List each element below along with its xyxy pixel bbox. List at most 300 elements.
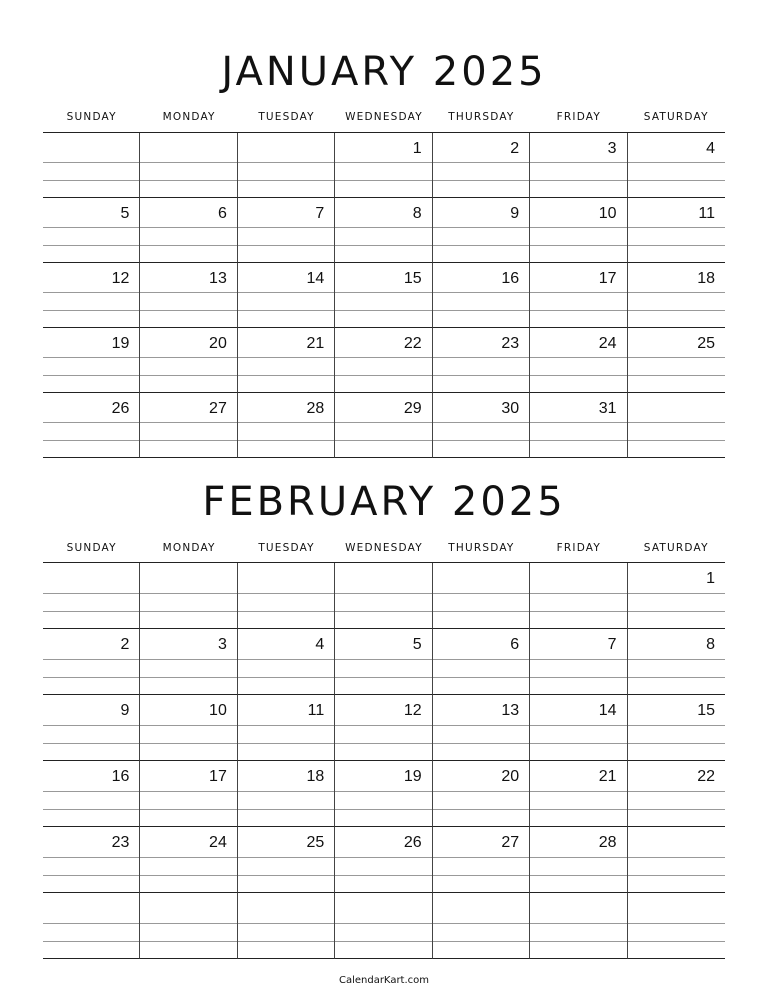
day-cell	[43, 393, 140, 458]
writing-line	[43, 440, 139, 441]
day-number: 16	[111, 768, 130, 785]
writing-line	[140, 923, 236, 924]
writing-line	[628, 245, 725, 246]
writing-line	[335, 875, 431, 876]
day-cell	[433, 263, 530, 328]
day-number: 6	[510, 636, 520, 653]
writing-line	[335, 677, 431, 678]
day-number: 14	[306, 270, 325, 287]
writing-line	[433, 357, 529, 358]
day-cell	[628, 629, 725, 695]
writing-line	[335, 659, 431, 660]
writing-line	[140, 791, 236, 792]
writing-line	[335, 357, 431, 358]
day-cell	[335, 761, 432, 827]
month-title-january: JANUARY 2025	[221, 49, 547, 95]
day-cell	[433, 629, 530, 695]
writing-line	[43, 422, 139, 423]
day-number: 28	[306, 400, 325, 417]
day-cell	[43, 263, 140, 328]
writing-line	[530, 725, 626, 726]
day-number: 7	[607, 636, 617, 653]
day-number: 9	[510, 205, 520, 222]
writing-line	[43, 875, 139, 876]
day-number: 10	[209, 702, 227, 719]
writing-line	[530, 611, 626, 612]
writing-line	[433, 809, 529, 810]
writing-line	[530, 743, 626, 744]
day-number: 21	[306, 335, 325, 352]
writing-line	[628, 162, 725, 163]
writing-line	[238, 310, 334, 311]
day-cell	[140, 198, 237, 263]
day-number: 19	[111, 335, 130, 352]
day-cell	[43, 761, 140, 827]
writing-line	[238, 809, 334, 810]
day-number: 8	[706, 636, 715, 653]
day-cell	[628, 263, 725, 328]
day-cell	[335, 827, 432, 893]
day-cell	[238, 563, 335, 629]
day-number: 11	[698, 205, 715, 222]
writing-line	[238, 941, 334, 942]
day-cell	[530, 198, 627, 263]
day-cell	[140, 133, 237, 198]
day-cell	[433, 328, 530, 393]
writing-line	[433, 659, 529, 660]
writing-line	[238, 227, 334, 228]
day-cell	[140, 761, 237, 827]
day-cell	[530, 133, 627, 198]
day-cell	[43, 629, 140, 695]
day-number: 16	[501, 270, 520, 287]
weekday-label: WEDNESDAY	[345, 111, 423, 123]
writing-line	[140, 422, 236, 423]
weekday-label: MONDAY	[162, 111, 216, 123]
day-cell	[238, 393, 335, 458]
day-number: 25	[306, 834, 325, 851]
day-number: 1	[706, 570, 715, 587]
day-cell	[628, 198, 725, 263]
writing-line	[140, 659, 236, 660]
day-cell	[530, 563, 627, 629]
writing-line	[140, 677, 236, 678]
day-number: 6	[217, 205, 227, 222]
day-number: 2	[510, 140, 520, 157]
writing-line	[530, 941, 626, 942]
day-cell	[335, 263, 432, 328]
weekday-label: SUNDAY	[66, 542, 117, 554]
writing-line	[433, 857, 529, 858]
footer-credit: CalendarKart.com	[338, 975, 430, 986]
day-cell	[140, 893, 237, 959]
writing-line	[628, 857, 725, 858]
writing-line	[238, 422, 334, 423]
writing-line	[238, 440, 334, 441]
writing-line	[530, 875, 626, 876]
writing-line	[140, 593, 236, 594]
writing-line	[628, 292, 725, 293]
day-number: 19	[403, 768, 422, 785]
writing-line	[335, 941, 431, 942]
writing-line	[433, 725, 529, 726]
day-cell	[628, 563, 725, 629]
writing-line	[433, 310, 529, 311]
day-cell	[238, 133, 335, 198]
writing-line	[433, 875, 529, 876]
weekday-label: TUESDAY	[258, 111, 315, 123]
day-number: 2	[120, 636, 130, 653]
writing-line	[140, 357, 236, 358]
writing-line	[433, 941, 529, 942]
day-cell	[628, 761, 725, 827]
day-number: 3	[607, 140, 617, 157]
day-number: 31	[598, 400, 617, 417]
day-number: 20	[209, 335, 227, 352]
weekday-header-row-february	[43, 542, 725, 554]
writing-line	[335, 292, 431, 293]
writing-line	[140, 941, 236, 942]
weekday-label: WEDNESDAY	[345, 542, 423, 554]
day-cell	[530, 827, 627, 893]
day-cell	[628, 893, 725, 959]
day-number: 12	[403, 702, 422, 719]
day-cell	[530, 761, 627, 827]
day-number: 27	[209, 400, 227, 417]
writing-line	[530, 310, 626, 311]
writing-line	[628, 875, 725, 876]
weekday-label: TUESDAY	[258, 542, 315, 554]
day-number: 26	[111, 400, 130, 417]
writing-line	[335, 743, 431, 744]
day-cell	[335, 393, 432, 458]
writing-line	[433, 375, 529, 376]
day-cell	[628, 695, 725, 761]
writing-line	[530, 659, 626, 660]
writing-line	[140, 809, 236, 810]
day-cell	[238, 827, 335, 893]
day-number: 17	[209, 768, 227, 785]
writing-line	[530, 375, 626, 376]
writing-line	[628, 941, 725, 942]
writing-line	[43, 310, 139, 311]
writing-line	[530, 809, 626, 810]
day-number: 17	[598, 270, 617, 287]
writing-line	[140, 875, 236, 876]
writing-line	[43, 593, 139, 594]
day-cell	[335, 133, 432, 198]
writing-line	[530, 422, 626, 423]
writing-line	[628, 725, 725, 726]
writing-line	[433, 923, 529, 924]
writing-line	[433, 743, 529, 744]
day-number: 30	[501, 400, 520, 417]
writing-line	[335, 422, 431, 423]
day-number: 13	[209, 270, 227, 287]
calendar-grid-january	[43, 132, 725, 458]
day-cell	[433, 393, 530, 458]
day-cell	[238, 198, 335, 263]
writing-line	[433, 422, 529, 423]
writing-line	[238, 923, 334, 924]
writing-line	[238, 875, 334, 876]
writing-line	[433, 611, 529, 612]
writing-line	[238, 375, 334, 376]
writing-line	[43, 375, 139, 376]
day-number: 4	[315, 636, 325, 653]
day-cell	[238, 328, 335, 393]
writing-line	[530, 677, 626, 678]
day-cell	[433, 893, 530, 959]
writing-line	[140, 725, 236, 726]
day-cell	[530, 695, 627, 761]
writing-line	[530, 791, 626, 792]
writing-line	[530, 593, 626, 594]
day-number: 22	[697, 768, 715, 785]
writing-line	[335, 791, 431, 792]
day-number: 1	[412, 140, 422, 157]
weekday-label: FRIDAY	[556, 542, 601, 554]
writing-line	[238, 791, 334, 792]
day-cell	[530, 893, 627, 959]
writing-line	[335, 857, 431, 858]
writing-line	[140, 162, 236, 163]
day-number: 28	[598, 834, 617, 851]
writing-line	[433, 245, 529, 246]
writing-line	[530, 180, 626, 181]
day-cell	[238, 695, 335, 761]
writing-line	[43, 180, 139, 181]
writing-line	[238, 857, 334, 858]
weekday-label: THURSDAY	[448, 542, 515, 554]
writing-line	[335, 310, 431, 311]
day-cell	[43, 893, 140, 959]
day-number: 18	[697, 270, 715, 287]
day-cell	[335, 893, 432, 959]
day-number: 25	[697, 335, 715, 352]
month-title-february: FEBRUARY 2025	[202, 479, 566, 525]
writing-line	[140, 245, 236, 246]
writing-line	[238, 180, 334, 181]
writing-line	[43, 809, 139, 810]
weekday-label: SATURDAY	[643, 111, 709, 123]
day-number: 29	[403, 400, 422, 417]
day-cell	[43, 827, 140, 893]
day-number: 10	[598, 205, 617, 222]
day-number: 8	[412, 205, 422, 222]
writing-line	[335, 611, 431, 612]
day-number: 5	[412, 636, 422, 653]
writing-line	[238, 725, 334, 726]
writing-line	[628, 440, 725, 441]
day-number: 11	[307, 702, 325, 719]
day-number: 15	[697, 702, 715, 719]
day-cell	[140, 393, 237, 458]
writing-line	[530, 923, 626, 924]
day-cell	[140, 328, 237, 393]
writing-line	[238, 677, 334, 678]
day-cell	[140, 695, 237, 761]
weekday-label: SATURDAY	[643, 542, 709, 554]
writing-line	[43, 743, 139, 744]
writing-line	[43, 659, 139, 660]
writing-line	[238, 245, 334, 246]
writing-line	[628, 791, 725, 792]
writing-line	[433, 227, 529, 228]
writing-line	[628, 375, 725, 376]
day-cell	[628, 133, 725, 198]
day-cell	[238, 263, 335, 328]
writing-line	[43, 677, 139, 678]
writing-line	[140, 180, 236, 181]
day-cell	[335, 328, 432, 393]
writing-line	[140, 292, 236, 293]
writing-line	[335, 227, 431, 228]
day-number: 3	[217, 636, 227, 653]
writing-line	[628, 180, 725, 181]
day-cell	[140, 629, 237, 695]
writing-line	[628, 422, 725, 423]
day-cell	[628, 827, 725, 893]
day-number: 23	[111, 834, 130, 851]
day-number: 12	[111, 270, 130, 287]
writing-line	[238, 659, 334, 660]
day-cell	[628, 328, 725, 393]
writing-line	[530, 162, 626, 163]
writing-line	[140, 440, 236, 441]
calendar-grid-february	[43, 562, 725, 959]
writing-line	[628, 659, 725, 660]
writing-line	[433, 292, 529, 293]
writing-line	[433, 677, 529, 678]
day-cell	[433, 133, 530, 198]
day-cell	[530, 629, 627, 695]
writing-line	[140, 375, 236, 376]
writing-line	[238, 162, 334, 163]
day-number: 23	[501, 335, 520, 352]
writing-line	[628, 809, 725, 810]
writing-line	[43, 162, 139, 163]
writing-line	[43, 357, 139, 358]
day-number: 13	[501, 702, 520, 719]
day-cell	[43, 563, 140, 629]
writing-line	[43, 292, 139, 293]
writing-line	[335, 809, 431, 810]
weekday-label: THURSDAY	[448, 111, 515, 123]
day-number: 24	[598, 335, 617, 352]
writing-line	[335, 923, 431, 924]
writing-line	[628, 743, 725, 744]
day-number: 14	[598, 702, 617, 719]
day-cell	[238, 629, 335, 695]
writing-line	[43, 245, 139, 246]
writing-line	[335, 245, 431, 246]
day-cell	[335, 695, 432, 761]
writing-line	[43, 923, 139, 924]
writing-line	[335, 593, 431, 594]
writing-line	[238, 292, 334, 293]
day-cell	[140, 563, 237, 629]
writing-line	[530, 245, 626, 246]
writing-line	[335, 725, 431, 726]
day-cell	[335, 629, 432, 695]
writing-line	[530, 227, 626, 228]
writing-line	[43, 227, 139, 228]
weekday-label: MONDAY	[162, 542, 216, 554]
writing-line	[628, 593, 725, 594]
day-cell	[43, 328, 140, 393]
writing-line	[335, 180, 431, 181]
day-cell	[530, 328, 627, 393]
day-number: 15	[403, 270, 422, 287]
day-cell	[530, 263, 627, 328]
day-number: 27	[501, 834, 520, 851]
day-cell	[433, 761, 530, 827]
writing-line	[530, 357, 626, 358]
day-cell	[335, 563, 432, 629]
writing-line	[433, 593, 529, 594]
writing-line	[140, 743, 236, 744]
day-cell	[43, 198, 140, 263]
writing-line	[238, 611, 334, 612]
day-number: 18	[306, 768, 325, 785]
writing-line	[628, 227, 725, 228]
writing-line	[335, 162, 431, 163]
writing-line	[335, 440, 431, 441]
writing-line	[43, 791, 139, 792]
writing-line	[335, 375, 431, 376]
writing-line	[43, 725, 139, 726]
writing-line	[628, 677, 725, 678]
writing-line	[238, 357, 334, 358]
day-cell	[628, 393, 725, 458]
day-number: 26	[403, 834, 422, 851]
writing-line	[140, 611, 236, 612]
day-cell	[140, 827, 237, 893]
writing-line	[628, 923, 725, 924]
writing-line	[628, 611, 725, 612]
writing-line	[238, 743, 334, 744]
writing-line	[433, 791, 529, 792]
day-number: 20	[501, 768, 520, 785]
day-number: 9	[120, 702, 130, 719]
day-number: 7	[315, 205, 325, 222]
day-cell	[530, 393, 627, 458]
writing-line	[43, 941, 139, 942]
day-number: 4	[706, 140, 715, 157]
day-cell	[433, 827, 530, 893]
weekday-label: FRIDAY	[556, 111, 601, 123]
writing-line	[530, 857, 626, 858]
day-cell	[43, 133, 140, 198]
writing-line	[530, 440, 626, 441]
day-cell	[433, 563, 530, 629]
writing-line	[43, 857, 139, 858]
day-cell	[433, 198, 530, 263]
day-cell	[433, 695, 530, 761]
weekday-label: SUNDAY	[66, 111, 117, 123]
day-number: 24	[209, 834, 227, 851]
day-number: 22	[403, 335, 422, 352]
day-cell	[238, 893, 335, 959]
writing-line	[43, 611, 139, 612]
day-cell	[140, 263, 237, 328]
day-number: 21	[598, 768, 617, 785]
writing-line	[628, 310, 725, 311]
writing-line	[238, 593, 334, 594]
writing-line	[140, 310, 236, 311]
day-cell	[238, 761, 335, 827]
